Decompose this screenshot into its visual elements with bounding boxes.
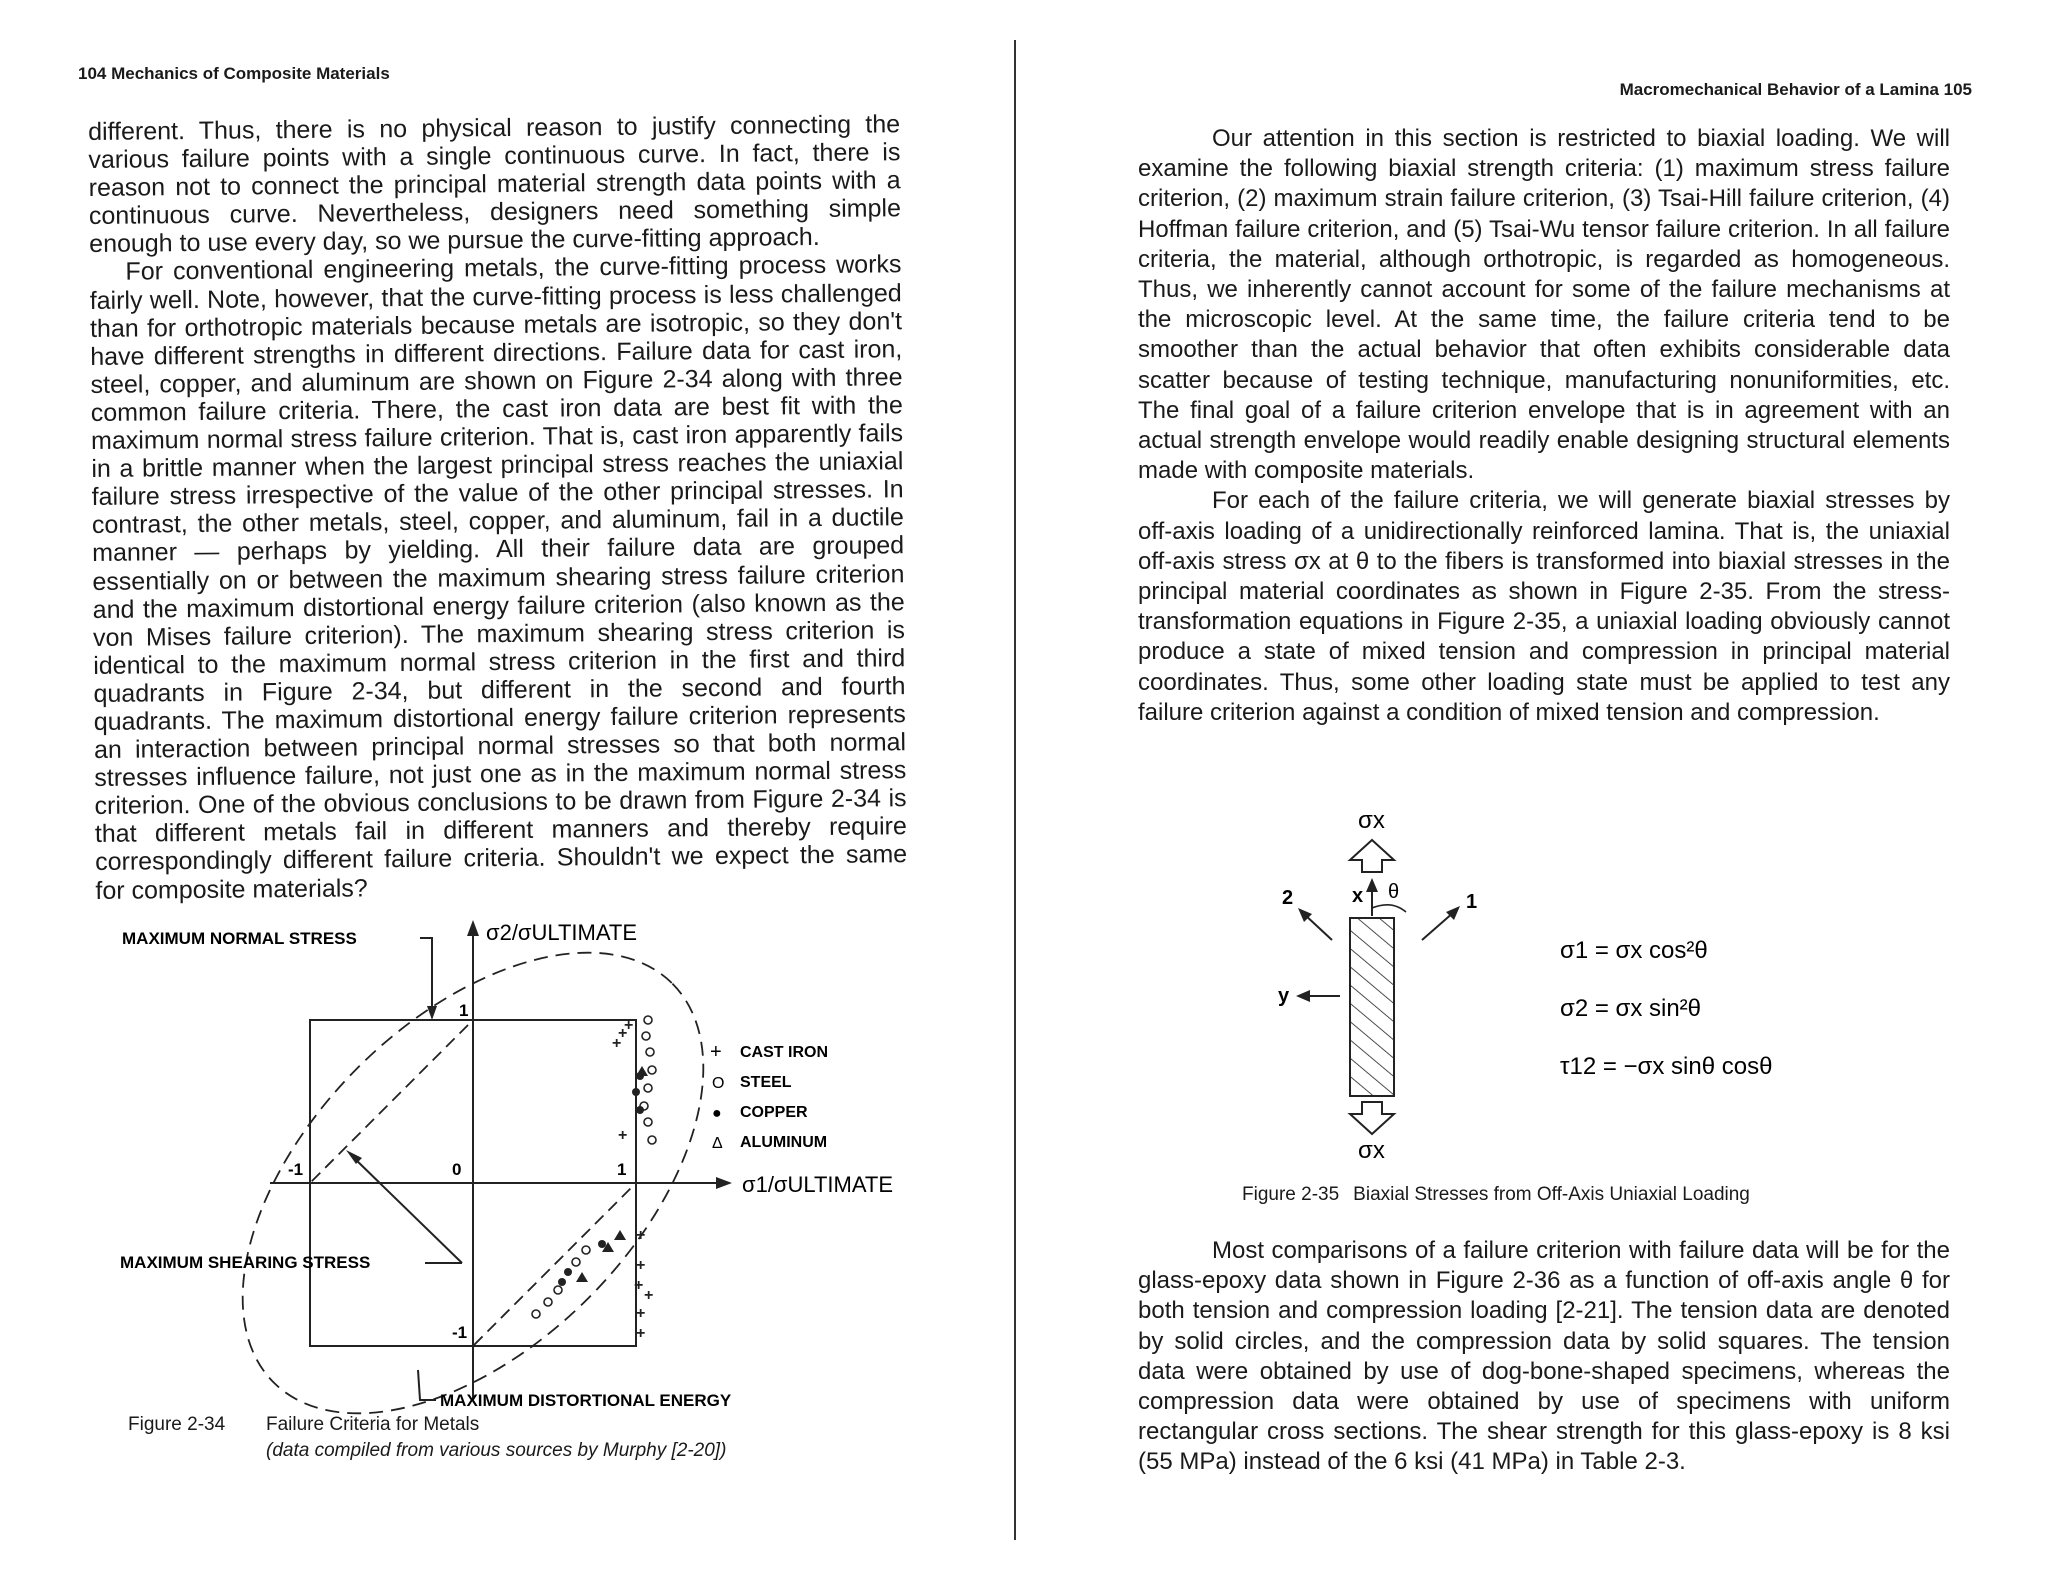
- right-paragraph-2: For each of the failure criteria, we will generate biaxial stresses by off-axis loading of a unidirectionally reinforced lamina. That is, the uniaxial off-axis stress σx at θ to the fibers is transformed into biaxial stresses in the principal material coordinates as shown in Figure 2-35. From the stress-transformation equations in Figure 2-35, a uniaxial loading obviously cannot produce a state of mixed tension and compression in principal material coordinates. Thus, some other loading state must be applied to test any failure criterion against a condition of mixed tension and compression.: [1138, 487, 1950, 726]
- svg-text:+: +: [644, 1287, 654, 1304]
- cast-iron-points: [612, 1017, 653, 1342]
- figure-2-34-caption: [128, 1412, 726, 1464]
- left-paragraph-1: different. Thus, there is no physical reason to justify connecting the various failure points with a single continuous curve. In fact, there is reason not to connect the principal material strength data points with a continuous curve. Nevertheless, designers need something simple enough to use every day, so we pursue the curve-fitting approach.: [88, 110, 902, 259]
- left-page: [0, 0, 1000, 1582]
- svg-text:+: +: [634, 1277, 644, 1294]
- copper-points: [558, 1072, 644, 1286]
- figure-2-35-title: Biaxial Stresses from Off-Axis Uniaxial Loading: [1353, 1184, 1750, 1205]
- sigma-x-top: σx: [1358, 807, 1385, 834]
- y-axis-label: σ2/σULTIMATE: [486, 920, 638, 945]
- tick-neg-y: -1: [452, 1323, 468, 1342]
- x-axis-label: σ1/σULTIMATE: [742, 1172, 894, 1197]
- page-header-right: Macromechanical Behavior of a Lamina 105: [1619, 80, 1972, 99]
- left-paragraph-2: For conventional engineering metals, the curve-fitting process works fairly well. Note, however, that the curve-fitting process is less challenged than for orthotropic materials because metals are isotropic, so they don't have different strengths in different directions. Failure data for cast iron, steel, copper, and aluminum are shown on Figure 2-34 along with three common failure criteria. There, the cast iron data are best fit with the maximum normal stress failure criterion. That is, cast iron apparently fails in a brittle manner when the largest principal stress reaches the uniaxial failure stress irrespective of the value of the other principal stresses. In contrast, the other metals, steel, copper, and aluminum, fail in a ductile manner — perhaps by yielding. All their failure data are grouped essentially on or between the maximum shearing stress failure criterion and the maximum distortional energy failure criterion (also known as the von Mises failure criterion). The maximum shearing stress criterion is identical to the maximum normal stress criterion in the first and third quadrants in Figure 2-34, but different in the second and fourth quadrants. The maximum distortional energy failure criterion represents an interaction between principal normal stresses so that both normal stresses influence failure, not just one as in the maximum normal stress criterion. One of the obvious conclusions to be drawn from Figure 2-34 is that different metals fail in different manners and thereby require correspondingly different failure criteria. Shouldn't we expect the same for composite materials?: [89, 250, 908, 905]
- equation-tau12: τ12 = −σx sinθ cosθ: [1560, 1053, 1773, 1080]
- figure-2-34-number: Figure 2-34: [128, 1414, 226, 1435]
- figure-2-35-number: Figure 2-35: [1242, 1184, 1340, 1205]
- legend-symbol-steel: O: [712, 1075, 725, 1092]
- load-arrow-top: [1350, 840, 1394, 872]
- legend-symbol-aluminum: Δ: [712, 1135, 723, 1152]
- right-page: [1020, 0, 2048, 1582]
- legend-label-steel: STEEL: [740, 1074, 792, 1091]
- sigma-x-bottom: σx: [1358, 1137, 1385, 1160]
- tick-pos-x: 1: [617, 1160, 627, 1179]
- right-paragraph-3: Most comparisons of a failure criterion with failure data will be for the glass-epoxy data shown in Figure 2-36 as a function of off-axis angle θ for both tension and compression loading [2-21]. The tension data are denoted by solid circles, and the compression data by solid squares. The tension data were obtained by use of dog-bone-shaped specimens, whereas the compression data were obtained by use of specimens with uniform rectangular cross sections. The shear strength for this glass-epoxy is 8 ksi (55 MPa) instead of the 6 ksi (41 MPa) in Table 2-3.: [1138, 1237, 1950, 1476]
- figure-2-34: [0, 870, 1000, 1430]
- svg-text:+: +: [612, 1035, 622, 1052]
- legend-symbol-copper: ●: [712, 1105, 722, 1122]
- lamina-rectangle: [1350, 918, 1394, 1096]
- x-axis-letter: x: [1352, 885, 1364, 907]
- distortional-leader: [418, 1370, 436, 1400]
- label-max-shearing-stress: MAXIMUM SHEARING STRESS: [120, 1253, 371, 1272]
- gutter-divider: [1014, 40, 1016, 1540]
- axis-1-label: 1: [1466, 891, 1478, 913]
- svg-text:+: +: [618, 1025, 628, 1042]
- legend-symbol-cast-iron: +: [710, 1041, 722, 1063]
- theta-label: θ: [1388, 881, 1400, 903]
- right-paragraph-1: Our attention in this section is restricted to biaxial loading. We will examine the following biaxial strength criteria: (1) maximum stress failure criterion, (2) maximum strain failure criterion, (3) Tsai-Hill failure criterion, (4) Hoffman failure criterion, and (5) Tsai-Wu tensor failure criterion. In all failure criteria, the material, although orthotropic, is regarded as homogeneous. Thus, we inherently cannot account for some of the failure mechanisms at the microscopic level. At the same time, the failure criteria tend to be smoother than the actual behavior that often exhibits considerable data scatter because of testing technique, manufacturing nonuniformities, etc. The final goal of a failure criterion envelope that is in agreement with an actual strength envelope would readily enable designing structural elements made with composite materials.: [1138, 125, 1950, 485]
- aluminum-points: [576, 1066, 648, 1282]
- legend-label-copper: COPPER: [740, 1104, 808, 1121]
- label-max-distortional-energy: MAXIMUM DISTORTIONAL ENERGY: [440, 1391, 732, 1410]
- label-max-normal-stress: MAXIMUM NORMAL STRESS: [122, 929, 357, 948]
- y-axis-arrow: [467, 920, 479, 936]
- load-arrow-bottom: [1350, 1102, 1394, 1134]
- left-body-text: [88, 110, 908, 904]
- page-header-left: 104 Mechanics of Composite Materials: [78, 64, 390, 83]
- svg-text:+: +: [618, 1127, 628, 1144]
- axis-2-label: 2: [1282, 887, 1294, 909]
- legend-label-aluminum: ALUMINUM: [740, 1134, 828, 1151]
- right-body-text-lower: [1138, 1236, 1950, 1478]
- svg-text:+: +: [636, 1325, 646, 1342]
- right-body-text: [1138, 124, 1950, 728]
- svg-text:+: +: [636, 1305, 646, 1322]
- svg-text:+: +: [624, 1017, 634, 1034]
- figure-2-35-caption: [1242, 1184, 1750, 1206]
- tick-neg-x: -1: [288, 1160, 304, 1179]
- equation-sigma1: σ1 = σx cos²θ: [1560, 937, 1708, 964]
- legend-label-cast-iron: CAST IRON: [740, 1044, 828, 1061]
- svg-text:+: +: [636, 1257, 646, 1274]
- normal-stress-leader: [420, 938, 432, 1010]
- figure-2-35: [1020, 800, 2020, 1160]
- tick-origin: 0: [452, 1160, 462, 1179]
- x-axis-arrow: [716, 1177, 732, 1189]
- figure-2-34-title: Failure Criteria for Metals: [266, 1414, 480, 1435]
- equation-sigma2: σ2 = σx sin²θ: [1560, 995, 1702, 1022]
- y-axis-letter: y: [1278, 985, 1290, 1007]
- theta-arc: [1372, 905, 1406, 912]
- tick-pos-y: 1: [459, 1001, 469, 1020]
- legend: [710, 1041, 828, 1152]
- figure-2-34-subtitle: (data compiled from various sources by Murphy [2-20]): [266, 1440, 727, 1461]
- svg-text:+: +: [636, 1227, 646, 1244]
